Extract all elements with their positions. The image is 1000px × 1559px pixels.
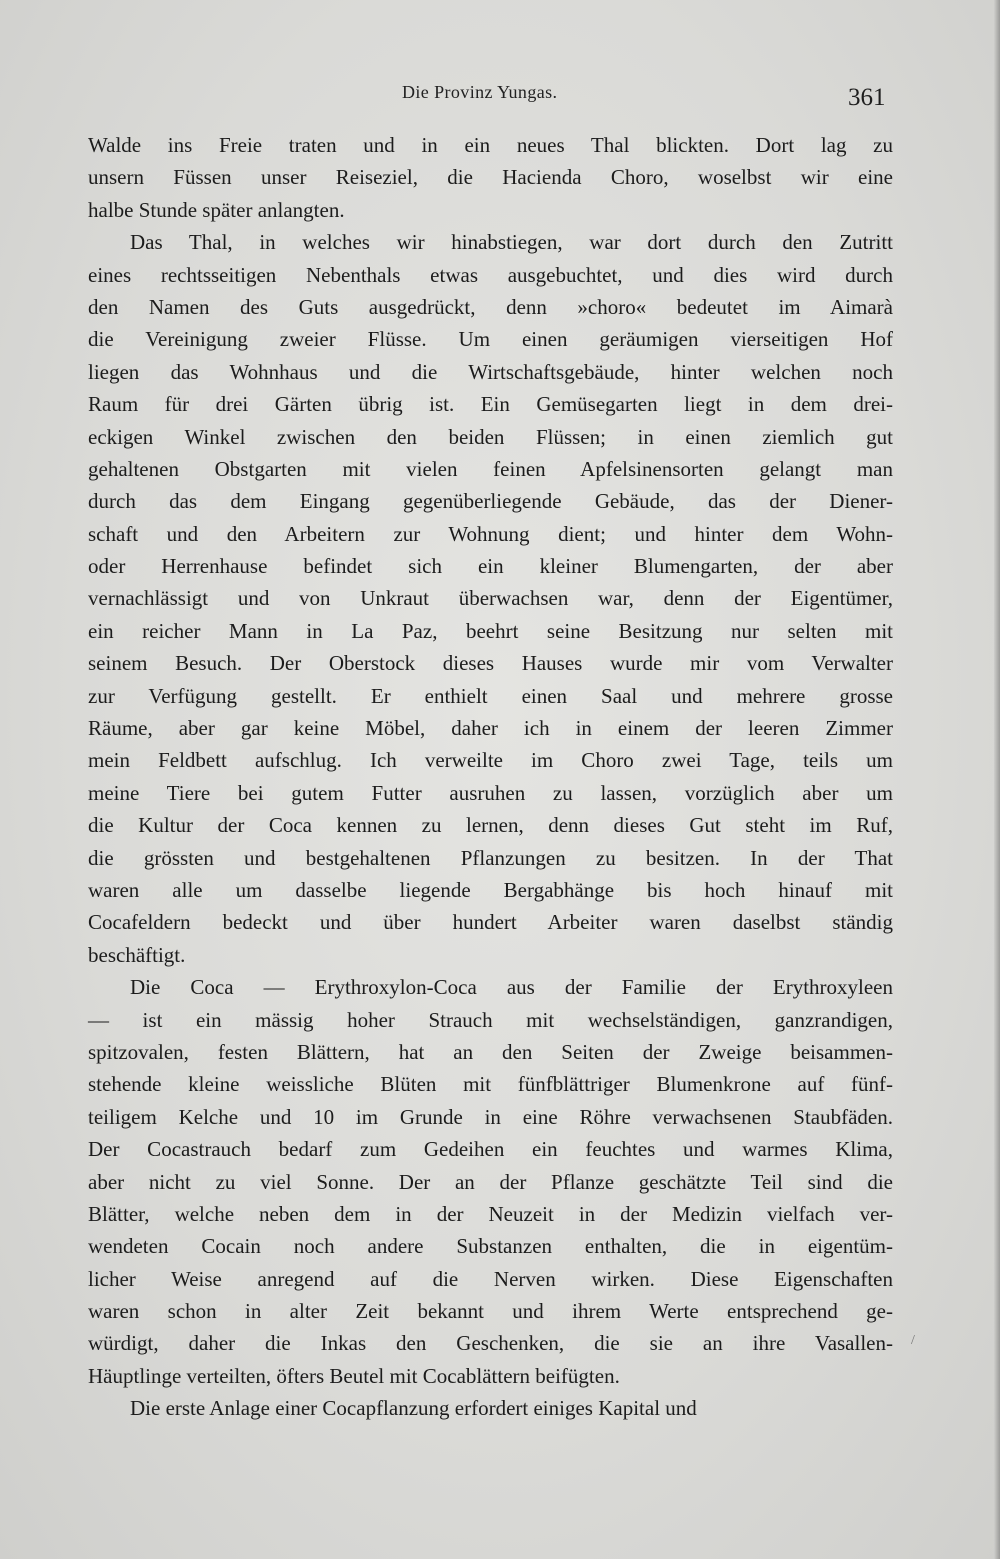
text-line: halbe Stunde später anlangten. (88, 197, 345, 222)
text-line: mein Feldbett aufschlug. Ich verweilte im Choro zwei Tage, teils um (88, 748, 893, 773)
text-line: eines rechtsseitigen Nebenthals etwas ausgebuchtet, und dies wird durch (88, 262, 893, 287)
page-number: 361 (848, 84, 886, 111)
text-line: spitzovalen, festen Blättern, hat an den Seiten der Zweige beisammen- (88, 1039, 893, 1064)
text-line: Der Cocastrauch bedarf zum Gedeihen ein feuchtes und warmes Klima, (88, 1137, 893, 1162)
text-line: beschäftigt. (88, 942, 186, 967)
running-title: Die Provinz Yungas. (402, 82, 558, 102)
text-line: seinem Besuch. Der Oberstock dieses Hauses wurde mir vom Verwalter (88, 651, 893, 676)
text-line: teiligem Kelche und 10 im Grunde in eine Röhre verwachsenen Staubfäden. (88, 1104, 893, 1129)
text-line: meine Tiere bei gutem Futter ausruhen zu lassen, vorzüglich aber um (88, 780, 893, 805)
text-line: Blätter, welche neben dem in der Neuzeit in der Medizin vielfach ver- (88, 1201, 893, 1226)
text-line: die Vereinigung zweier Flüsse. Um einen geräumigen vierseitigen Hof (88, 327, 893, 352)
text-line: wendeten Cocain noch andere Substanzen enthalten, die in eigentüm- (88, 1234, 893, 1259)
text-line: durch das dem Eingang gegenüberliegende Gebäude, das der Diener- (88, 489, 893, 514)
text-line: stehende kleine weissliche Blüten mit fünfblättriger Blumenkrone auf fünf- (88, 1072, 893, 1097)
text-line: unsern Füssen unser Reiseziel, die Hacienda Choro, woselbst wir eine (88, 165, 893, 190)
text-line: eckigen Winkel zwischen den beiden Flüssen; in einen ziemlich gut (88, 424, 893, 449)
text-line: waren alle um dasselbe liegende Bergabhänge bis hoch hinauf mit (88, 877, 893, 902)
text-line: Die Coca — Erythroxylon-Coca aus der Familie der Erythroxyleen (130, 975, 893, 1000)
text-line: zur Verfügung gestellt. Er enthielt einen Saal und mehrere grosse (88, 683, 893, 708)
body-text (88, 129, 893, 1425)
paragraph (88, 226, 893, 971)
text-line: licher Weise anregend auf die Nerven wirken. Diese Eigenschaften (88, 1266, 893, 1291)
margin-mark: / (911, 1333, 915, 1348)
text-line: Raum für drei Gärten übrig ist. Ein Gemüsegarten liegt in dem drei- (88, 392, 893, 417)
page-edge-shadow (994, 0, 1000, 1559)
text-line: Das Thal, in welches wir hinabstiegen, war dort durch den Zutritt (130, 230, 893, 255)
paragraph (88, 1392, 893, 1424)
paragraph (88, 971, 893, 1392)
text-line: vernachlässigt und von Unkraut überwachsen war, denn der Eigentümer, (88, 586, 893, 611)
text-line: Cocafeldern bedeckt und über hundert Arbeiter waren daselbst ständig (88, 910, 893, 935)
text-line: gehaltenen Obstgarten mit vielen feinen Apfelsinensorten gelangt man (88, 456, 893, 481)
text-line: Walde ins Freie traten und in ein neues Thal blickten. Dort lag zu (88, 133, 893, 157)
text-line: aber nicht zu viel Sonne. Der an der Pflanze geschätzte Teil sind die (88, 1169, 893, 1194)
text-line: den Namen des Guts ausgedrückt, denn »choro« bedeutet im Aimarà (88, 294, 893, 319)
running-head (0, 82, 1000, 112)
text-line: — ist ein mässig hoher Strauch mit wechselständigen, ganzrandigen, (88, 1007, 893, 1032)
text-line: die Kultur der Coca kennen zu lernen, denn dieses Gut steht im Ruf, (88, 813, 893, 838)
paragraph (88, 129, 893, 226)
text-line: waren schon in alter Zeit bekannt und ihrem Werte entsprechend ge- (88, 1299, 893, 1324)
text-line: Häuptlinge verteilten, öfters Beutel mit Cocablättern beifügten. (88, 1363, 620, 1388)
text-line: die grössten und bestgehaltenen Pflanzungen zu besitzen. In der That (88, 845, 893, 870)
text-line: Die erste Anlage einer Cocapflanzung erfordert einiges Kapital und (130, 1396, 697, 1421)
text-line: liegen das Wohnhaus und die Wirtschaftsgebäude, hinter welchen noch (88, 359, 893, 384)
text-line: ein reicher Mann in La Paz, beehrt seine Besitzung nur selten mit (88, 618, 893, 643)
text-line: schaft und den Arbeitern zur Wohnung dient; und hinter dem Wohn- (88, 521, 893, 546)
text-line: Räume, aber gar keine Möbel, daher ich in einem der leeren Zimmer (88, 716, 893, 741)
text-line: würdigt, daher die Inkas den Geschenken, die sie an ihre Vasallen- (88, 1331, 893, 1356)
text-line: oder Herrenhause befindet sich ein kleiner Blumengarten, der aber (88, 554, 893, 579)
